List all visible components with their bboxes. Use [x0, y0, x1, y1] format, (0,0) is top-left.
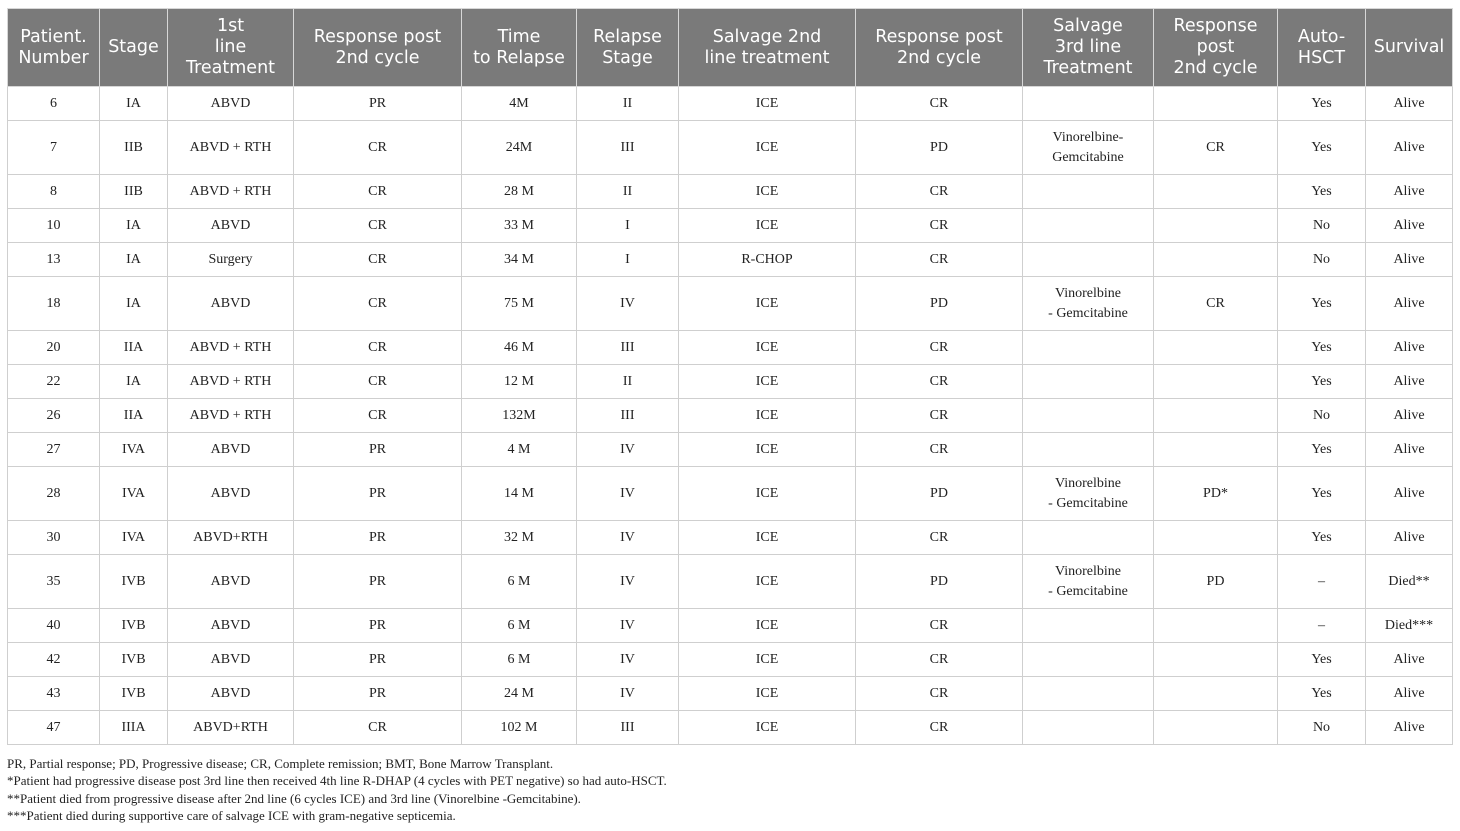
table-row — [8, 277, 1453, 331]
cell-time-to-relapse: 75 M — [462, 277, 577, 331]
header-row — [8, 9, 1453, 87]
cell-salvage-3rd-line-treatment — [1023, 609, 1154, 643]
cell-first-line-treatment: ABVD+RTH — [168, 521, 294, 555]
table-row — [8, 555, 1453, 609]
cell-salvage-2nd-line-treatment: ICE — [679, 121, 856, 175]
cell-auto-hsct: Yes — [1278, 121, 1366, 175]
cell-salvage-2nd-line-treatment: ICE — [679, 209, 856, 243]
cell-auto-hsct: No — [1278, 243, 1366, 277]
cell-survival: Alive — [1366, 677, 1453, 711]
cell-response-post-2nd-cycle-salvage: CR — [856, 399, 1023, 433]
cell-patient-number: 22 — [8, 365, 100, 399]
cell-response-post-2nd-cycle: PR — [294, 643, 462, 677]
cell-stage: IIA — [100, 331, 168, 365]
cell-survival: Alive — [1366, 331, 1453, 365]
cell-salvage-2nd-line-treatment: ICE — [679, 609, 856, 643]
cell-stage: IIIA — [100, 711, 168, 745]
cell-salvage-3rd-line-treatment — [1023, 87, 1154, 121]
footnote: ***Patient died during supportive care of salvage ICE with gram-negative septicemia. — [7, 807, 456, 823]
cell-survival: Alive — [1366, 433, 1453, 467]
cell-stage: IVA — [100, 433, 168, 467]
cell-patient-number: 10 — [8, 209, 100, 243]
cell-survival: Died** — [1366, 555, 1453, 609]
cell-response-post-2nd-cycle-salvage: CR — [856, 433, 1023, 467]
cell-stage: IIB — [100, 175, 168, 209]
cell-first-line-treatment: ABVD — [168, 277, 294, 331]
cell-response-post-2nd-cycle-3rd-line: CR — [1154, 277, 1278, 331]
cell-response-post-2nd-cycle: PR — [294, 555, 462, 609]
table-row — [8, 433, 1453, 467]
cell-survival: Alive — [1366, 399, 1453, 433]
cell-time-to-relapse: 6 M — [462, 555, 577, 609]
cell-salvage-2nd-line-treatment: ICE — [679, 555, 856, 609]
cell-salvage-2nd-line-treatment: ICE — [679, 711, 856, 745]
cell-salvage-3rd-line-treatment: Vinorelbine - Gemcitabine — [1023, 467, 1154, 521]
cell-response-post-2nd-cycle-salvage: CR — [856, 209, 1023, 243]
cell-salvage-2nd-line-treatment: ICE — [679, 521, 856, 555]
cell-salvage-2nd-line-treatment: ICE — [679, 365, 856, 399]
cell-patient-number: 13 — [8, 243, 100, 277]
cell-salvage-2nd-line-treatment: ICE — [679, 277, 856, 331]
cell-response-post-2nd-cycle-salvage: CR — [856, 643, 1023, 677]
column-header-salvage-2nd-line-treatment: Salvage 2nd line treatment — [679, 9, 856, 87]
cell-auto-hsct: Yes — [1278, 175, 1366, 209]
column-header-response-post-2nd-cycle-salvage: Response post 2nd cycle — [856, 9, 1023, 87]
cell-response-post-2nd-cycle-salvage: CR — [856, 609, 1023, 643]
cell-response-post-2nd-cycle-salvage: CR — [856, 331, 1023, 365]
cell-response-post-2nd-cycle-salvage: CR — [856, 711, 1023, 745]
cell-response-post-2nd-cycle: CR — [294, 331, 462, 365]
table-row — [8, 399, 1453, 433]
cell-first-line-treatment: ABVD + RTH — [168, 331, 294, 365]
cell-auto-hsct: – — [1278, 555, 1366, 609]
cell-salvage-3rd-line-treatment — [1023, 643, 1154, 677]
cell-response-post-2nd-cycle-salvage: PD — [856, 555, 1023, 609]
cell-time-to-relapse: 14 M — [462, 467, 577, 521]
cell-time-to-relapse: 132M — [462, 399, 577, 433]
cell-time-to-relapse: 46 M — [462, 331, 577, 365]
cell-salvage-2nd-line-treatment: ICE — [679, 677, 856, 711]
cell-stage: IVB — [100, 555, 168, 609]
cell-relapse-stage: IV — [577, 677, 679, 711]
cell-stage: IVB — [100, 609, 168, 643]
cell-time-to-relapse: 4 M — [462, 433, 577, 467]
cell-first-line-treatment: ABVD — [168, 209, 294, 243]
cell-salvage-3rd-line-treatment — [1023, 433, 1154, 467]
cell-first-line-treatment: Surgery — [168, 243, 294, 277]
cell-auto-hsct: No — [1278, 399, 1366, 433]
cell-auto-hsct: Yes — [1278, 467, 1366, 521]
cell-salvage-2nd-line-treatment: ICE — [679, 331, 856, 365]
cell-response-post-2nd-cycle: CR — [294, 209, 462, 243]
cell-survival: Alive — [1366, 711, 1453, 745]
cell-response-post-2nd-cycle: CR — [294, 277, 462, 331]
cell-survival: Alive — [1366, 365, 1453, 399]
column-header-salvage-3rd-line-treatment: Salvage 3rd line Treatment — [1023, 9, 1154, 87]
cell-relapse-stage: III — [577, 711, 679, 745]
cell-first-line-treatment: ABVD — [168, 555, 294, 609]
cell-time-to-relapse: 34 M — [462, 243, 577, 277]
cell-stage: IA — [100, 209, 168, 243]
cell-auto-hsct: Yes — [1278, 521, 1366, 555]
cell-response-post-2nd-cycle: CR — [294, 365, 462, 399]
cell-first-line-treatment: ABVD + RTH — [168, 121, 294, 175]
cell-relapse-stage: IV — [577, 609, 679, 643]
cell-salvage-2nd-line-treatment: ICE — [679, 433, 856, 467]
cell-survival: Alive — [1366, 87, 1453, 121]
cell-patient-number: 26 — [8, 399, 100, 433]
cell-salvage-3rd-line-treatment: Vinorelbine - Gemcitabine — [1023, 277, 1154, 331]
cell-survival: Alive — [1366, 643, 1453, 677]
cell-first-line-treatment: ABVD+RTH — [168, 711, 294, 745]
cell-response-post-2nd-cycle-3rd-line — [1154, 209, 1278, 243]
cell-relapse-stage: I — [577, 243, 679, 277]
table-row — [8, 365, 1453, 399]
cell-patient-number: 20 — [8, 331, 100, 365]
cell-salvage-3rd-line-treatment — [1023, 711, 1154, 745]
cell-patient-number: 7 — [8, 121, 100, 175]
cell-time-to-relapse: 4M — [462, 87, 577, 121]
cell-response-post-2nd-cycle-3rd-line — [1154, 677, 1278, 711]
table-footnotes — [7, 755, 1452, 824]
cell-stage: IVA — [100, 521, 168, 555]
column-header-first-line-treatment: 1st line Treatment — [168, 9, 294, 87]
cell-relapse-stage: II — [577, 175, 679, 209]
cell-salvage-3rd-line-treatment — [1023, 243, 1154, 277]
cell-survival: Alive — [1366, 175, 1453, 209]
cell-salvage-2nd-line-treatment: ICE — [679, 467, 856, 521]
cell-response-post-2nd-cycle-salvage: PD — [856, 467, 1023, 521]
cell-time-to-relapse: 24M — [462, 121, 577, 175]
table-row — [8, 121, 1453, 175]
cell-survival: Alive — [1366, 209, 1453, 243]
cell-patient-number: 35 — [8, 555, 100, 609]
cell-response-post-2nd-cycle: CR — [294, 711, 462, 745]
cell-survival: Alive — [1366, 467, 1453, 521]
cell-survival: Alive — [1366, 121, 1453, 175]
column-header-time-to-relapse: Time to Relapse — [462, 9, 577, 87]
cell-first-line-treatment: ABVD + RTH — [168, 399, 294, 433]
cell-stage: IIB — [100, 121, 168, 175]
cell-salvage-2nd-line-treatment: R-CHOP — [679, 243, 856, 277]
cell-stage: IA — [100, 277, 168, 331]
column-header-auto-hsct: Auto- HSCT — [1278, 9, 1366, 87]
table-header — [8, 9, 1453, 87]
cell-response-post-2nd-cycle-salvage: CR — [856, 365, 1023, 399]
cell-time-to-relapse: 12 M — [462, 365, 577, 399]
cell-response-post-2nd-cycle-salvage: CR — [856, 175, 1023, 209]
column-header-stage: Stage — [100, 9, 168, 87]
cell-first-line-treatment: ABVD — [168, 609, 294, 643]
cell-patient-number: 47 — [8, 711, 100, 745]
cell-salvage-2nd-line-treatment: ICE — [679, 87, 856, 121]
cell-salvage-3rd-line-treatment — [1023, 365, 1154, 399]
footnote: *Patient had progressive disease post 3rd line then received 4th line R-DHAP (4 cycles with PET negative) so had auto-HSCT. — [7, 773, 667, 789]
cell-survival: Alive — [1366, 521, 1453, 555]
cell-patient-number: 40 — [8, 609, 100, 643]
table-row — [8, 209, 1453, 243]
cell-salvage-3rd-line-treatment — [1023, 175, 1154, 209]
patient-outcomes-table — [7, 8, 1453, 745]
table-row — [8, 711, 1453, 745]
table-row — [8, 521, 1453, 555]
cell-response-post-2nd-cycle: PR — [294, 609, 462, 643]
cell-response-post-2nd-cycle-3rd-line — [1154, 331, 1278, 365]
cell-first-line-treatment: ABVD + RTH — [168, 365, 294, 399]
cell-first-line-treatment: ABVD + RTH — [168, 175, 294, 209]
cell-first-line-treatment: ABVD — [168, 433, 294, 467]
cell-relapse-stage: IV — [577, 555, 679, 609]
cell-first-line-treatment: ABVD — [168, 87, 294, 121]
table-row — [8, 467, 1453, 521]
cell-response-post-2nd-cycle-3rd-line — [1154, 175, 1278, 209]
cell-salvage-3rd-line-treatment — [1023, 399, 1154, 433]
cell-patient-number: 30 — [8, 521, 100, 555]
cell-response-post-2nd-cycle: PR — [294, 87, 462, 121]
cell-stage: IVA — [100, 467, 168, 521]
cell-survival: Alive — [1366, 277, 1453, 331]
cell-patient-number: 27 — [8, 433, 100, 467]
cell-relapse-stage: III — [577, 399, 679, 433]
cell-patient-number: 8 — [8, 175, 100, 209]
table-row — [8, 243, 1453, 277]
cell-response-post-2nd-cycle-3rd-line — [1154, 609, 1278, 643]
cell-time-to-relapse: 24 M — [462, 677, 577, 711]
table-row — [8, 643, 1453, 677]
cell-time-to-relapse: 6 M — [462, 609, 577, 643]
cell-salvage-3rd-line-treatment — [1023, 521, 1154, 555]
cell-stage: IVB — [100, 677, 168, 711]
cell-response-post-2nd-cycle-3rd-line: PD* — [1154, 467, 1278, 521]
cell-response-post-2nd-cycle-salvage: PD — [856, 277, 1023, 331]
cell-relapse-stage: III — [577, 331, 679, 365]
cell-response-post-2nd-cycle-3rd-line — [1154, 243, 1278, 277]
cell-auto-hsct: Yes — [1278, 87, 1366, 121]
cell-response-post-2nd-cycle-3rd-line — [1154, 711, 1278, 745]
cell-stage: IIA — [100, 399, 168, 433]
table-body — [8, 87, 1453, 745]
table-row — [8, 677, 1453, 711]
cell-salvage-2nd-line-treatment: ICE — [679, 175, 856, 209]
cell-response-post-2nd-cycle-salvage: CR — [856, 87, 1023, 121]
cell-patient-number: 42 — [8, 643, 100, 677]
cell-relapse-stage: II — [577, 87, 679, 121]
cell-survival: Died*** — [1366, 609, 1453, 643]
cell-auto-hsct: Yes — [1278, 677, 1366, 711]
cell-salvage-3rd-line-treatment — [1023, 331, 1154, 365]
cell-patient-number: 18 — [8, 277, 100, 331]
cell-time-to-relapse: 32 M — [462, 521, 577, 555]
cell-relapse-stage: IV — [577, 643, 679, 677]
cell-relapse-stage: IV — [577, 467, 679, 521]
cell-response-post-2nd-cycle: CR — [294, 243, 462, 277]
cell-response-post-2nd-cycle-3rd-line: CR — [1154, 121, 1278, 175]
cell-response-post-2nd-cycle-3rd-line — [1154, 87, 1278, 121]
cell-auto-hsct: Yes — [1278, 643, 1366, 677]
cell-response-post-2nd-cycle-3rd-line — [1154, 433, 1278, 467]
cell-response-post-2nd-cycle-3rd-line — [1154, 365, 1278, 399]
cell-salvage-3rd-line-treatment: Vinorelbine- Gemcitabine — [1023, 121, 1154, 175]
cell-response-post-2nd-cycle-3rd-line — [1154, 521, 1278, 555]
cell-first-line-treatment: ABVD — [168, 467, 294, 521]
cell-salvage-3rd-line-treatment — [1023, 677, 1154, 711]
cell-salvage-3rd-line-treatment — [1023, 209, 1154, 243]
footnote: **Patient died from progressive disease after 2nd line (6 cycles ICE) and 3rd line (Vinorelbine -Gemcitabine). — [7, 790, 581, 806]
cell-first-line-treatment: ABVD — [168, 643, 294, 677]
footnote: PR, Partial response; PD, Progressive disease; CR, Complete remission; BMT, Bone Marrow Transplant. — [7, 756, 554, 771]
cell-time-to-relapse: 33 M — [462, 209, 577, 243]
cell-response-post-2nd-cycle: PR — [294, 521, 462, 555]
cell-response-post-2nd-cycle-salvage: CR — [856, 521, 1023, 555]
cell-patient-number: 28 — [8, 467, 100, 521]
column-header-patient-number: Patient. Number — [8, 9, 100, 87]
cell-relapse-stage: I — [577, 209, 679, 243]
cell-survival: Alive — [1366, 243, 1453, 277]
cell-salvage-2nd-line-treatment: ICE — [679, 399, 856, 433]
cell-stage: IA — [100, 365, 168, 399]
column-header-response-post-2nd-cycle: Response post 2nd cycle — [294, 9, 462, 87]
cell-relapse-stage: IV — [577, 433, 679, 467]
table-row — [8, 331, 1453, 365]
cell-auto-hsct: Yes — [1278, 277, 1366, 331]
column-header-survival: Survival — [1366, 9, 1453, 87]
cell-auto-hsct: No — [1278, 711, 1366, 745]
cell-relapse-stage: IV — [577, 277, 679, 331]
cell-response-post-2nd-cycle-salvage: PD — [856, 121, 1023, 175]
cell-response-post-2nd-cycle: CR — [294, 175, 462, 209]
cell-response-post-2nd-cycle: PR — [294, 433, 462, 467]
cell-response-post-2nd-cycle: PR — [294, 677, 462, 711]
column-header-relapse-stage: Relapse Stage — [577, 9, 679, 87]
table-row — [8, 609, 1453, 643]
table-row — [8, 87, 1453, 121]
table-row — [8, 175, 1453, 209]
cell-auto-hsct: No — [1278, 209, 1366, 243]
cell-time-to-relapse: 102 M — [462, 711, 577, 745]
cell-response-post-2nd-cycle: PR — [294, 467, 462, 521]
cell-relapse-stage: II — [577, 365, 679, 399]
cell-response-post-2nd-cycle-3rd-line — [1154, 399, 1278, 433]
cell-response-post-2nd-cycle-3rd-line: PD — [1154, 555, 1278, 609]
cell-response-post-2nd-cycle-salvage: CR — [856, 243, 1023, 277]
cell-salvage-2nd-line-treatment: ICE — [679, 643, 856, 677]
cell-response-post-2nd-cycle-3rd-line — [1154, 643, 1278, 677]
cell-salvage-3rd-line-treatment: Vinorelbine - Gemcitabine — [1023, 555, 1154, 609]
cell-stage: IVB — [100, 643, 168, 677]
cell-patient-number: 43 — [8, 677, 100, 711]
cell-stage: IA — [100, 87, 168, 121]
cell-time-to-relapse: 28 M — [462, 175, 577, 209]
cell-response-post-2nd-cycle: CR — [294, 399, 462, 433]
cell-relapse-stage: IV — [577, 521, 679, 555]
cell-response-post-2nd-cycle: CR — [294, 121, 462, 175]
cell-auto-hsct: Yes — [1278, 433, 1366, 467]
cell-first-line-treatment: ABVD — [168, 677, 294, 711]
cell-relapse-stage: III — [577, 121, 679, 175]
cell-auto-hsct: Yes — [1278, 331, 1366, 365]
cell-auto-hsct: Yes — [1278, 365, 1366, 399]
data-table-container — [7, 8, 1452, 745]
cell-time-to-relapse: 6 M — [462, 643, 577, 677]
cell-patient-number: 6 — [8, 87, 100, 121]
column-header-response-post-2nd-cycle-3rd-line: Response post 2nd cycle — [1154, 9, 1278, 87]
cell-response-post-2nd-cycle-salvage: CR — [856, 677, 1023, 711]
cell-stage: IA — [100, 243, 168, 277]
cell-auto-hsct: – — [1278, 609, 1366, 643]
